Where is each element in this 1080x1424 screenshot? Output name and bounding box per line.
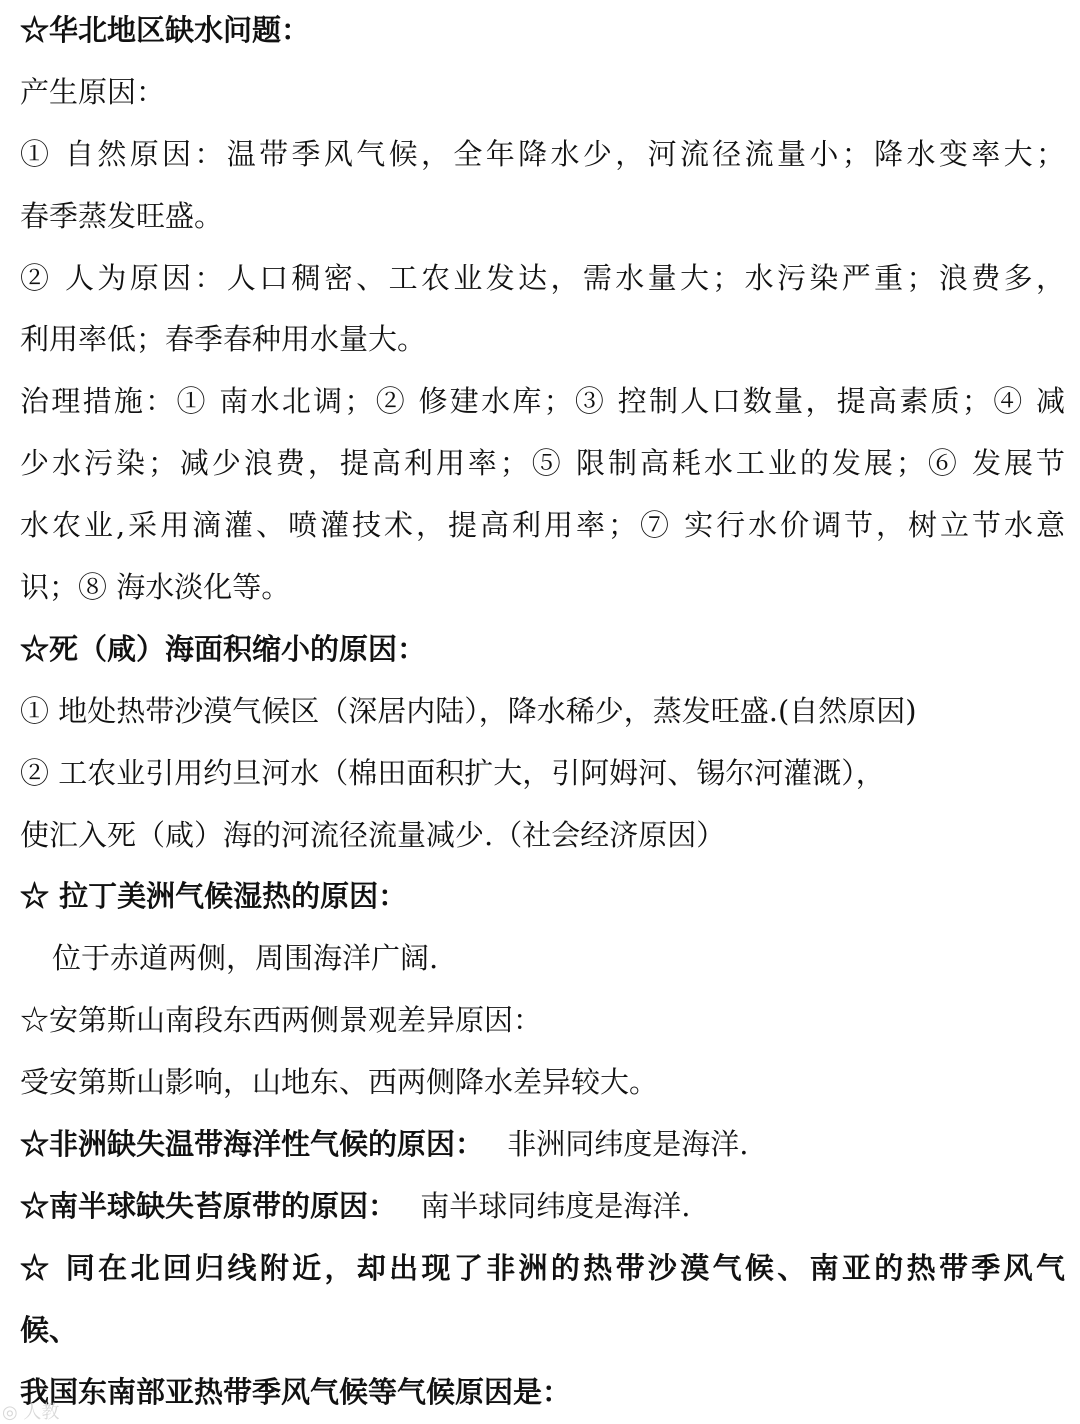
heading-north-china-water-shortage: ☆华北地区缺水问题： (20, 13, 311, 47)
human-causes-line-2: 利用率低；春季春种用水量大。 (20, 322, 427, 357)
heading-tropic-of-cancer-line-2: 候、 (20, 1312, 79, 1347)
heading-tundra-missing: ☆南半球缺失苔原带的原因： (20, 1188, 398, 1223)
natural-causes-line-2: 春季蒸发旺盛。 (20, 198, 224, 233)
heading-andes-landscape: ☆安第斯山南段东西两侧景观差异原因： (20, 1003, 543, 1038)
human-causes-line-1: ② 人为原因：人口稠密、工农业发达，需水量大；水污染严重；浪费多， (20, 260, 1065, 295)
dead-sea-cause-2: ② 工农业引用约旦河水（棉田面积扩大，引阿姆河、锡尔河灌溉）， (20, 755, 885, 790)
measures-line-4: 识；⑧ 海水淡化等。 (20, 570, 291, 605)
heading-tropic-of-cancer-line-1: ☆ 同在北回归线附近，却出现了非洲的热带沙漠气候、南亚的热带季风气 (20, 1250, 1065, 1285)
document-page (20, 0, 1065, 1423)
subheading-causes: 产生原因： (20, 74, 166, 109)
heading-tropic-of-cancer-line-3: 我国东南部亚热带季风气候等气候原因是： (20, 1374, 572, 1409)
watermark-logo: ◎ 人教 (2, 1402, 60, 1423)
natural-causes-line-1: ① 自然原因：温带季风气候，全年降水少，河流径流量小；降水变率大； (20, 136, 1065, 171)
heading-africa-maritime-climate: ☆非洲缺失温带海洋性气候的原因： (20, 1127, 485, 1162)
dead-sea-cause-1: ① 地处热带沙漠气候区（深居内陆），降水稀少，蒸发旺盛.(自然原因) (20, 693, 917, 728)
measures-line-2: 少水污染；减少浪费，提高利用率；⑤ 限制高耗水工业的发展；⑥ 发展节 (20, 446, 1065, 481)
africa-line (20, 1114, 1065, 1176)
heading-dead-sea: ☆死（咸）海面积缩小的原因： (20, 631, 427, 666)
heading-latin-america-climate: ☆ 拉丁美洲气候湿热的原因： (20, 879, 408, 914)
southern-hemisphere-line (20, 1176, 1065, 1238)
measures-line-3: 水农业,采用滴灌、喷灌技术，提高利用率；⑦ 实行水价调节，树立节水意 (20, 508, 1065, 543)
tundra-answer: 南半球同纬度是海洋. (420, 1188, 691, 1223)
dead-sea-cause-2-cont: 使汇入死（咸）海的河流径流量减少.（社会经济原因） (20, 817, 726, 852)
measures-line-1: 治理措施：① 南水北调；② 修建水库；③ 控制人口数量，提高素质；④ 减 (20, 384, 1065, 419)
africa-answer: 非洲同纬度是海洋. (507, 1127, 749, 1162)
andes-answer: 受安第斯山影响，山地东、西两侧降水差异较大。 (20, 1065, 659, 1100)
latin-america-answer: 位于赤道两侧，周围海洋广阔. (52, 941, 439, 976)
